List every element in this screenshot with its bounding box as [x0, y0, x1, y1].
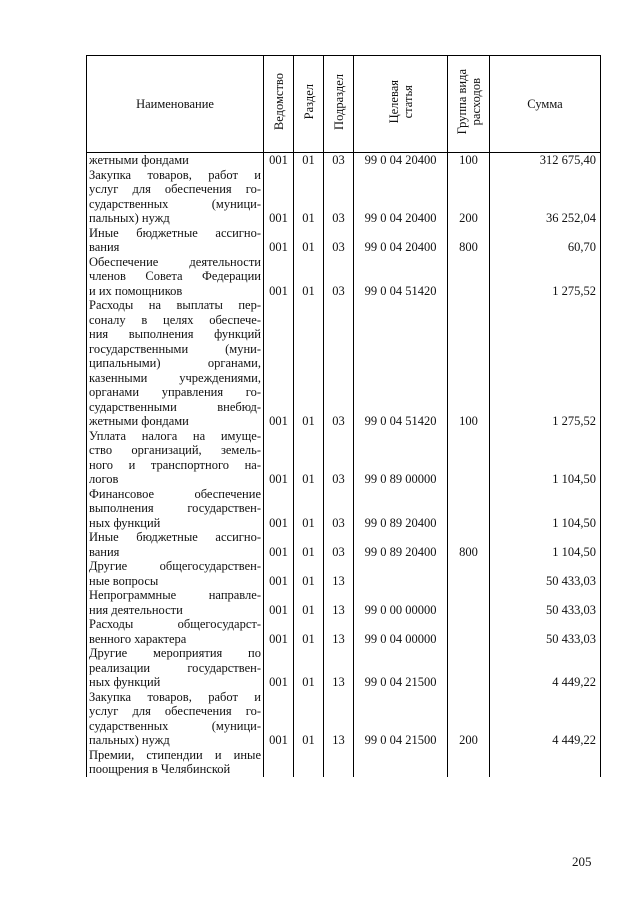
col-header-target: Целевая статья [354, 56, 448, 153]
cell-dept: 001 [264, 690, 294, 748]
col-header-section: Раздел [294, 56, 324, 153]
cell-section: 01 [294, 588, 324, 617]
cell-name-line: органами управления го- [89, 385, 261, 399]
cell-group [448, 255, 490, 299]
cell-target: 99 0 89 00000 [354, 429, 448, 487]
cell-name-line: Другие мероприятия по [89, 646, 261, 660]
cell-dept: 001 [264, 530, 294, 559]
cell-name-line: сударственными внебюд- [89, 399, 261, 414]
budget-table [86, 55, 601, 777]
cell-target: 99 0 04 20400 [354, 226, 448, 255]
cell-subsection: 03 [324, 153, 354, 168]
cell-target [354, 559, 448, 588]
cell-group [448, 559, 490, 588]
cell-dept: 001 [264, 255, 294, 299]
cell-name-line: услуг для обеспечения го- [89, 182, 261, 196]
cell-name-line: выполнения государствен- [89, 501, 261, 515]
cell-name [87, 646, 264, 690]
col-header-sum: Сумма [490, 56, 601, 153]
cell-group: 800 [448, 226, 490, 255]
table-row [87, 429, 601, 487]
cell-name-line: Другие общегосударствен- [89, 559, 261, 573]
cell-section: 01 [294, 487, 324, 531]
cell-name-line: и их помощников [89, 283, 183, 298]
cell-name-line: Расходы общегосударст- [89, 617, 261, 631]
cell-target: 99 0 00 00000 [354, 588, 448, 617]
cell-target: 99 0 04 21500 [354, 690, 448, 748]
cell-name-line: Иные бюджетные ассигно- [89, 225, 261, 240]
cell-name-line: жетными фондами [89, 414, 189, 428]
cell-target: 99 0 04 21500 [354, 646, 448, 690]
cell-group [448, 617, 490, 646]
table-row [87, 588, 601, 617]
cell-sum: 50 433,03 [490, 588, 601, 617]
cell-subsection: 03 [324, 255, 354, 299]
cell-dept: 001 [264, 617, 294, 646]
cell-group: 200 [448, 168, 490, 226]
cell-name-line: Расходы на выплаты пер- [89, 298, 261, 312]
cell-name-line: членов Совета Федерации [89, 269, 261, 283]
cell-name-line: поощрения в Челябинской [89, 762, 231, 776]
cell-name-line: Уплата налога на имуще- [89, 428, 261, 443]
cell-sum: 1 104,50 [490, 429, 601, 487]
cell-dept: 001 [264, 429, 294, 487]
cell-subsection: 13 [324, 646, 354, 690]
cell-name-line: государственными (муни- [89, 341, 261, 356]
cell-name [87, 487, 264, 531]
cell-name [87, 298, 264, 429]
cell-target: 99 0 04 20400 [354, 153, 448, 168]
cell-section: 01 [294, 255, 324, 299]
cell-sum: 1 275,52 [490, 298, 601, 429]
cell-name [87, 588, 264, 617]
cell-sum: 36 252,04 [490, 168, 601, 226]
cell-section: 01 [294, 153, 324, 168]
table-row [87, 646, 601, 690]
cell-name [87, 748, 264, 777]
cell-name [87, 226, 264, 255]
table-row [87, 617, 601, 646]
cell-name-line: сударственных (муници- [89, 196, 261, 211]
table-row [87, 153, 601, 168]
cell-dept: 001 [264, 646, 294, 690]
table-row [87, 487, 601, 531]
cell-section: 01 [294, 617, 324, 646]
table-row [87, 559, 601, 588]
table-row [87, 690, 601, 748]
cell-name-line: Закупка товаров, работ и [89, 167, 261, 182]
cell-name [87, 255, 264, 299]
col-header-subsection: Подраздел [324, 56, 354, 153]
table-row [87, 168, 601, 226]
cell-section: 01 [294, 298, 324, 429]
table-header-row [87, 56, 601, 153]
cell-name [87, 168, 264, 226]
cell-dept: 001 [264, 153, 294, 168]
cell-name-line: вания [89, 544, 120, 559]
cell-dept: 001 [264, 226, 294, 255]
cell-name [87, 153, 264, 168]
cell-group [448, 429, 490, 487]
cell-subsection: 03 [324, 530, 354, 559]
cell-name-line: пальных) нужд [89, 733, 170, 747]
cell-name-line: соналу в целях обеспече- [89, 312, 261, 327]
table-row [87, 255, 601, 299]
cell-dept: 001 [264, 588, 294, 617]
cell-section [294, 748, 324, 777]
cell-subsection: 13 [324, 690, 354, 748]
table-row [87, 298, 601, 429]
cell-subsection: 03 [324, 487, 354, 531]
cell-name-line: казенными учреждениями, [89, 370, 261, 385]
cell-name-line: Финансовое обеспечение [89, 486, 261, 501]
cell-sum: 312 675,40 [490, 153, 601, 168]
cell-group: 200 [448, 690, 490, 748]
cell-name [87, 617, 264, 646]
cell-sum: 60,70 [490, 226, 601, 255]
cell-sum [490, 748, 601, 777]
cell-sum: 1 104,50 [490, 530, 601, 559]
cell-name-line: Премии, стипендии и иные [89, 747, 261, 762]
col-header-group: Группа вида расходов [448, 56, 490, 153]
page-number: 205 [572, 854, 592, 869]
cell-name-line: ных функций [89, 515, 161, 530]
cell-subsection: 03 [324, 298, 354, 429]
cell-sum: 50 433,03 [490, 617, 601, 646]
col-header-dept: Ведомство [264, 56, 294, 153]
cell-target: 99 0 04 20400 [354, 168, 448, 226]
budget-table-container [86, 55, 600, 777]
cell-sum: 4 449,22 [490, 690, 601, 748]
cell-subsection [324, 748, 354, 777]
table-body [87, 153, 601, 777]
cell-name-line: ципальными) органами, [89, 356, 261, 370]
cell-name-line: вания [89, 240, 120, 254]
col-header-name: Наименование [87, 56, 264, 153]
cell-name [87, 559, 264, 588]
cell-subsection: 03 [324, 226, 354, 255]
cell-group [448, 748, 490, 777]
cell-group: 800 [448, 530, 490, 559]
cell-subsection: 13 [324, 617, 354, 646]
cell-dept: 001 [264, 487, 294, 531]
cell-sum: 1 104,50 [490, 487, 601, 531]
cell-section: 01 [294, 646, 324, 690]
cell-dept: 001 [264, 559, 294, 588]
cell-subsection: 03 [324, 168, 354, 226]
cell-name [87, 530, 264, 559]
cell-name-line: логов [89, 472, 119, 486]
cell-name-line: реализации государствен- [89, 660, 261, 675]
cell-name-line: ных функций [89, 675, 161, 689]
cell-group: 100 [448, 153, 490, 168]
cell-group [448, 588, 490, 617]
cell-name-line: Обеспечение деятельности [89, 254, 261, 269]
cell-name-line: жетными фондами [89, 153, 189, 167]
cell-dept: 001 [264, 298, 294, 429]
cell-subsection: 03 [324, 429, 354, 487]
cell-name-line: венного характера [89, 631, 187, 646]
cell-sum: 50 433,03 [490, 559, 601, 588]
cell-dept: 001 [264, 168, 294, 226]
cell-target [354, 748, 448, 777]
cell-dept [264, 748, 294, 777]
cell-name-line: ные вопросы [89, 573, 159, 588]
cell-name-line: пальных) нужд [89, 211, 170, 225]
cell-group [448, 646, 490, 690]
cell-sum: 4 449,22 [490, 646, 601, 690]
cell-name [87, 690, 264, 748]
table-row [87, 226, 601, 255]
cell-section: 01 [294, 690, 324, 748]
cell-target: 99 0 04 51420 [354, 298, 448, 429]
cell-subsection: 13 [324, 559, 354, 588]
cell-target: 99 0 89 20400 [354, 487, 448, 531]
cell-group: 100 [448, 298, 490, 429]
table-row [87, 530, 601, 559]
cell-name-line: ния выполнения функций [89, 327, 261, 341]
cell-name-line: Закупка товаров, работ и [89, 689, 261, 704]
cell-section: 01 [294, 168, 324, 226]
cell-target: 99 0 04 00000 [354, 617, 448, 646]
cell-name-line: услуг для обеспечения го- [89, 704, 261, 718]
cell-name-line: сударственных (муници- [89, 718, 261, 733]
cell-name [87, 429, 264, 487]
cell-name-line: ного и транспортного на- [89, 457, 261, 472]
cell-target: 99 0 89 20400 [354, 530, 448, 559]
cell-section: 01 [294, 429, 324, 487]
cell-target: 99 0 04 51420 [354, 255, 448, 299]
cell-name-line: Иные бюджетные ассигно- [89, 530, 261, 544]
cell-section: 01 [294, 530, 324, 559]
cell-group [448, 487, 490, 531]
cell-sum: 1 275,52 [490, 255, 601, 299]
cell-subsection: 13 [324, 588, 354, 617]
cell-section: 01 [294, 559, 324, 588]
cell-name-line: ство организаций, земель- [89, 443, 261, 457]
cell-name-line: Непрограммные направле- [89, 588, 261, 602]
cell-name-line: ния деятельности [89, 602, 183, 617]
table-row [87, 748, 601, 777]
cell-section: 01 [294, 226, 324, 255]
